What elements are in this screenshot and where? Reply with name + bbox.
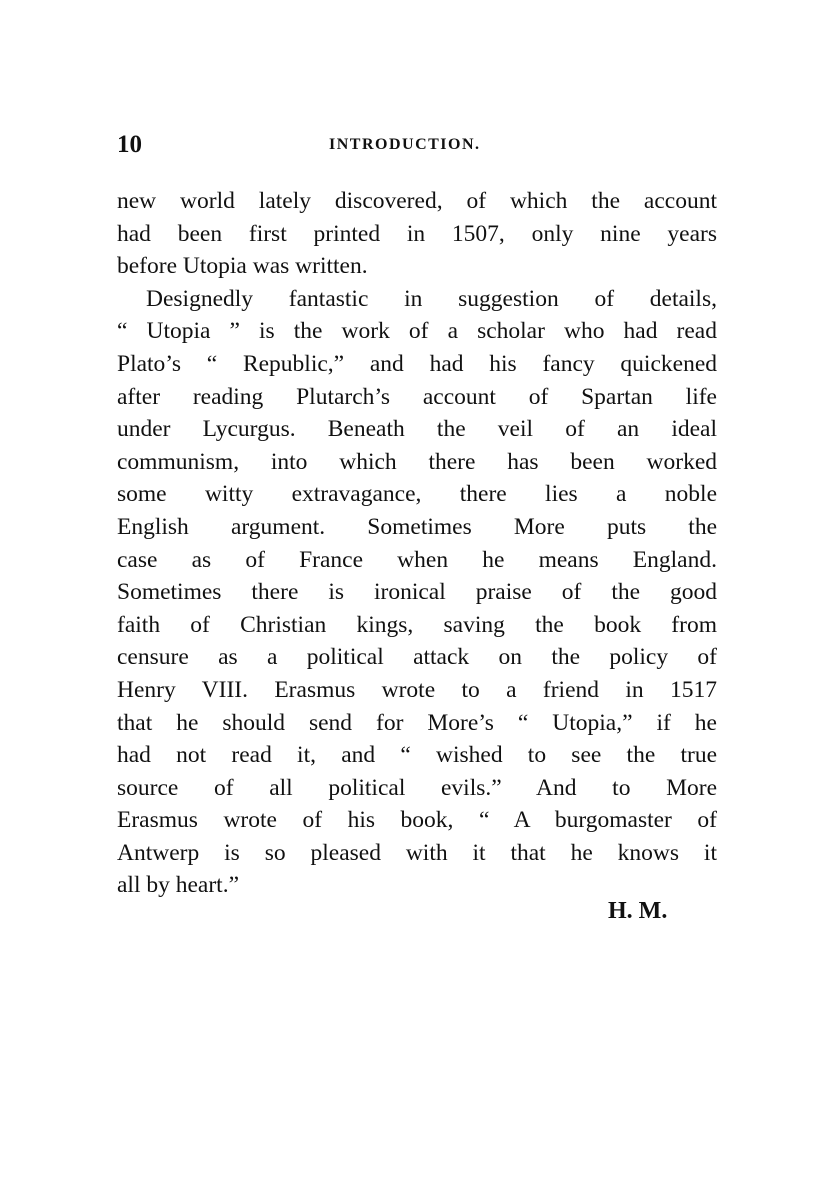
running-head: INTRODUCTION. — [329, 136, 481, 153]
text-line: faith of Christian kings, saving the book from — [117, 611, 717, 638]
text-line: source of all political evils.” And to More — [117, 774, 717, 801]
text-line: Henry VIII. Erasmus wrote to a friend in 1517 — [117, 676, 717, 703]
text-line: Designedly fantastic in suggestion of details, — [146, 285, 717, 312]
author-signature: H. M. — [608, 898, 668, 924]
text-line: censure as a political attack on the policy of — [117, 644, 717, 671]
text-line: had not read it, and “ wished to see the true — [117, 742, 717, 769]
page-number: 10 — [117, 131, 142, 158]
text-line: English argument. Sometimes More puts the — [117, 513, 717, 540]
text-line: under Lycurgus. Beneath the veil of an ideal — [117, 416, 717, 443]
text-line: Plato’s “ Republic,” and had his fancy quickened — [117, 350, 717, 377]
text-line: Antwerp is so pleased with it that he knows it — [117, 839, 717, 866]
text-line: after reading Plutarch’s account of Spartan life — [117, 383, 717, 410]
text-line: Sometimes there is ironical praise of the good — [117, 579, 717, 606]
page-header — [117, 130, 717, 160]
text-line: before Utopia was written. — [117, 253, 368, 280]
text-line: Erasmus wrote of his book, “ A burgomaster of — [117, 807, 717, 834]
text-line: some witty extravagance, there lies a noble — [117, 481, 717, 508]
text-line: “ Utopia ” is the work of a scholar who had read — [117, 318, 717, 345]
text-line: communism, into which there has been worked — [117, 448, 717, 475]
body-text — [117, 185, 717, 902]
text-line: had been first printed in 1507, only nine years — [117, 220, 717, 247]
text-line: case as of France when he means England. — [117, 546, 717, 573]
text-line: that he should send for More’s “ Utopia,” if he — [117, 709, 717, 736]
text-line: all by heart.” — [117, 872, 240, 899]
text-line: new world lately discovered, of which the account — [117, 188, 717, 214]
